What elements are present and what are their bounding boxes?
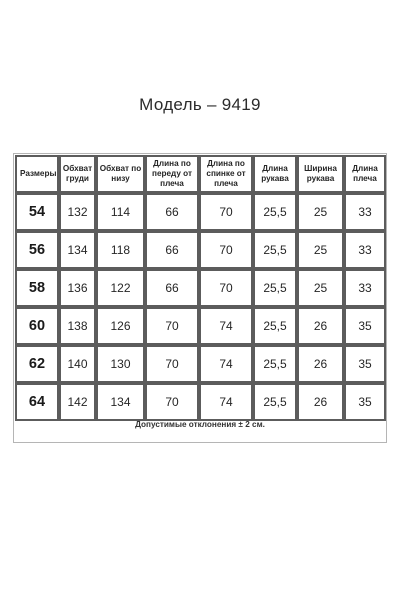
size-cell: 58	[15, 269, 59, 307]
table-cell: 70	[199, 193, 253, 231]
table-row	[15, 345, 386, 383]
table-cell: 66	[145, 193, 199, 231]
tolerance-note: Допустимые отклонения ± 2 см.	[135, 420, 265, 429]
table-cell: 26	[297, 345, 344, 383]
header-cell: Размеры	[15, 155, 59, 193]
table-cell: 74	[199, 345, 253, 383]
table-cell: 74	[199, 383, 253, 421]
page-title: Модель – 9419	[139, 95, 261, 114]
table-cell: 138	[59, 307, 96, 345]
header-cell: Ширина рукава	[297, 155, 344, 193]
table-cell: 122	[96, 269, 145, 307]
table-cell: 142	[59, 383, 96, 421]
table-row	[15, 383, 386, 421]
table-cell: 66	[145, 269, 199, 307]
size-table	[15, 155, 386, 421]
table-cell: 25,5	[253, 307, 297, 345]
table-cell: 35	[344, 345, 386, 383]
table-cell: 136	[59, 269, 96, 307]
table-cell: 114	[96, 193, 145, 231]
size-cell: 60	[15, 307, 59, 345]
table-cell: 25,5	[253, 345, 297, 383]
table-cell: 70	[145, 307, 199, 345]
header-cell: Длина рукава	[253, 155, 297, 193]
table-cell: 33	[344, 269, 386, 307]
table-cell: 66	[145, 231, 199, 269]
table-cell: 118	[96, 231, 145, 269]
table-cell: 25,5	[253, 269, 297, 307]
table-cell: 74	[199, 307, 253, 345]
header-cell: Обхват по низу	[96, 155, 145, 193]
table-cell: 134	[96, 383, 145, 421]
size-cell: 62	[15, 345, 59, 383]
table-cell: 70	[199, 269, 253, 307]
table-row	[15, 231, 386, 269]
table-cell: 140	[59, 345, 96, 383]
table-row	[15, 269, 386, 307]
header-cell: Длина по спинке от плеча	[199, 155, 253, 193]
table-cell: 70	[145, 345, 199, 383]
size-cell: 64	[15, 383, 59, 421]
table-row	[15, 193, 386, 231]
table-cell: 132	[59, 193, 96, 231]
table-cell: 134	[59, 231, 96, 269]
table-cell: 25,5	[253, 193, 297, 231]
size-cell: 56	[15, 231, 59, 269]
table-cell: 130	[96, 345, 145, 383]
table-cell: 70	[145, 383, 199, 421]
header-cell: Длина по переду от плеча	[145, 155, 199, 193]
table-cell: 26	[297, 383, 344, 421]
table-cell: 25	[297, 231, 344, 269]
table-cell: 70	[199, 231, 253, 269]
header-cell: Длина плеча	[344, 155, 386, 193]
table-cell: 33	[344, 193, 386, 231]
table-cell: 25,5	[253, 383, 297, 421]
table-row	[15, 307, 386, 345]
table-cell: 25	[297, 193, 344, 231]
header-cell: Обхват груди	[59, 155, 96, 193]
table-cell: 25	[297, 269, 344, 307]
table-cell: 33	[344, 231, 386, 269]
table-cell: 25,5	[253, 231, 297, 269]
table-cell: 35	[344, 383, 386, 421]
table-cell: 35	[344, 307, 386, 345]
header-row	[15, 155, 386, 193]
table-cell: 26	[297, 307, 344, 345]
size-cell: 54	[15, 193, 59, 231]
table-cell: 126	[96, 307, 145, 345]
